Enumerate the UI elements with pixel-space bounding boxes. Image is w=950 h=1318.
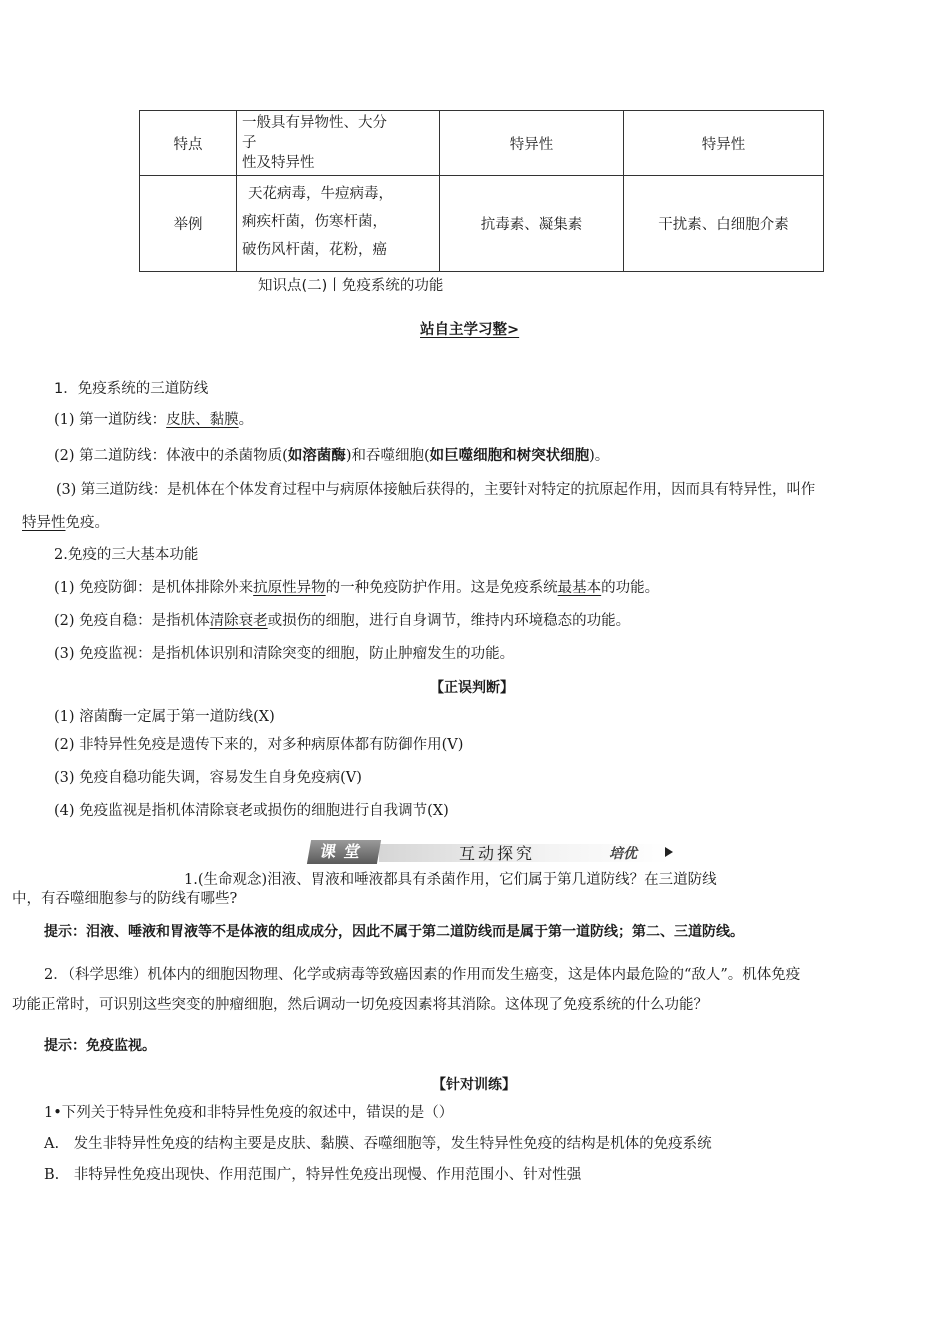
banner-tag: 课堂: [307, 840, 381, 864]
comparison-table: [139, 110, 824, 272]
text: )。: [589, 448, 610, 464]
judgement-item: (3) 免疫自稳功能失调，容易发生自身免疫病(V): [54, 770, 362, 786]
table-cell: [237, 111, 440, 176]
question-text: 1.(生命观念)泪液、胃液和唾液都具有杀菌作用，它们属于第几道防线？在三道防线: [184, 872, 717, 888]
paragraph: [54, 576, 659, 597]
knowledge-point-heading: 知识点(二)丨免疫系统的功能: [258, 278, 444, 294]
self-study-heading: 站自主学习整>: [420, 322, 520, 338]
cell-line: 天花病毒，牛痘病毒，: [248, 186, 393, 202]
text: 或损伤的细胞，进行自身调节，维持内环境稳态的功能。: [267, 613, 631, 629]
text: (2) 免疫自稳：是指机体: [54, 613, 210, 629]
banner-title: 互动探究: [459, 844, 536, 863]
paragraph: (3) 第三道防线：是机体在个体发育过程中与病原体接触后获得的，主要针对特定的抗原起作用，因而具有特异性，叫作: [56, 482, 816, 498]
row-label: 举例: [140, 176, 237, 272]
text: )和吞噬细胞(: [345, 448, 430, 464]
table-cell: 特异性: [624, 111, 824, 176]
table-cell: 干扰素、白细胞介素: [624, 176, 824, 272]
text: (1) 第一道防线：: [54, 412, 167, 428]
answer-text: 特异性: [22, 515, 66, 531]
cell-line: 一般具有异物性、大分: [242, 115, 387, 131]
table-row: [140, 176, 824, 272]
paragraph: [54, 609, 630, 630]
answer-text: 最基本: [557, 580, 602, 596]
row-label: 特点: [140, 111, 237, 176]
text: 免疫。: [65, 515, 109, 531]
text: (1) 免疫防御：是机体排除外来: [54, 580, 254, 596]
paragraph: (3) 免疫监视：是指机体识别和清除突变的细胞，防止肿瘤发生的功能。: [54, 646, 515, 662]
table-cell: [237, 176, 440, 272]
hint-text: 提示：免疫监视。: [44, 1038, 156, 1054]
cell-line: 痢疾杆菌，伤寒杆菌，: [242, 214, 387, 230]
question-text: 功能正常时，可识别这些突变的肿瘤细胞，然后调动一切免疫因素将其消除。这体现了免疫系统的什么功能？: [12, 997, 708, 1013]
bold-text: 如溶菌酶: [287, 448, 346, 464]
paragraph: [54, 408, 253, 429]
question-text: 1•下列关于特异性免疫和非特异性免疫的叙述中，错误的是（）: [44, 1105, 454, 1121]
table-cell: 抗毒素、凝集素: [440, 176, 624, 272]
training-heading: 【针对训练】: [432, 1077, 516, 1093]
section-title: 2.免疫的三大基本功能: [54, 547, 199, 563]
banner-suffix: 培优: [609, 846, 637, 862]
paragraph: [54, 444, 609, 465]
table-cell: 特异性: [440, 111, 624, 176]
cell-line: 性及特异性: [242, 155, 315, 171]
text: 的一种免疫防护作用。这是免疫系统: [325, 580, 558, 596]
judgement-heading: 【正误判断】: [430, 680, 514, 696]
text: 。: [238, 412, 254, 428]
hint-text: 提示：泪液、唾液和胃液等不是体液的组成成分，因此不属于第二道防线而是属于第一道防线；第二、三道防线。: [44, 924, 744, 940]
section-title: 1．免疫系统的三道防线: [54, 381, 209, 397]
question-text: 中，有吞噬细胞参与的防线有哪些?: [12, 891, 238, 907]
option-a: A. 发生非特异性免疫的结构主要是皮肤、黏膜、吞噬细胞等，发生特异性免疫的结构是机体的免疫系统: [44, 1136, 712, 1152]
cell-line: 子: [242, 135, 257, 151]
table-row: [140, 111, 824, 176]
text: 的功能。: [601, 580, 660, 596]
paragraph: [22, 511, 109, 532]
judgement-item: (4) 免疫监视是指机体清除衰老或损伤的细胞进行自我调节(X): [54, 803, 449, 819]
question-text: 2．（科学思维）机体内的细胞因物理、化学或病毒等致癌因素的作用而发生癌变，这是体内最危险的“敌人”。机体免疫: [44, 967, 801, 983]
cell-line: 破伤风杆菌，花粉，癌: [242, 242, 387, 258]
judgement-item: (1) 溶菌酶一定属于第一道防线(X): [54, 709, 275, 725]
answer-text: 皮肤、黏膜: [166, 412, 239, 428]
answer-text: 清除衰老: [209, 613, 268, 629]
judgement-item: (2) 非特异性免疫是遗传下来的，对多种病原体都有防御作用(V): [54, 737, 464, 753]
text: (2) 第二道防线：体液中的杀菌物质(: [54, 448, 288, 464]
option-b: B. 非特异性免疫出现快、作用范围广，特异性免疫出现慢、作用范围小、针对性强: [44, 1167, 582, 1183]
bold-text: 如巨噬细胞和树突状细胞: [429, 448, 590, 464]
section-banner: [309, 838, 679, 866]
arrow-right-icon: [665, 847, 673, 857]
answer-text: 抗原性异物: [253, 580, 326, 596]
